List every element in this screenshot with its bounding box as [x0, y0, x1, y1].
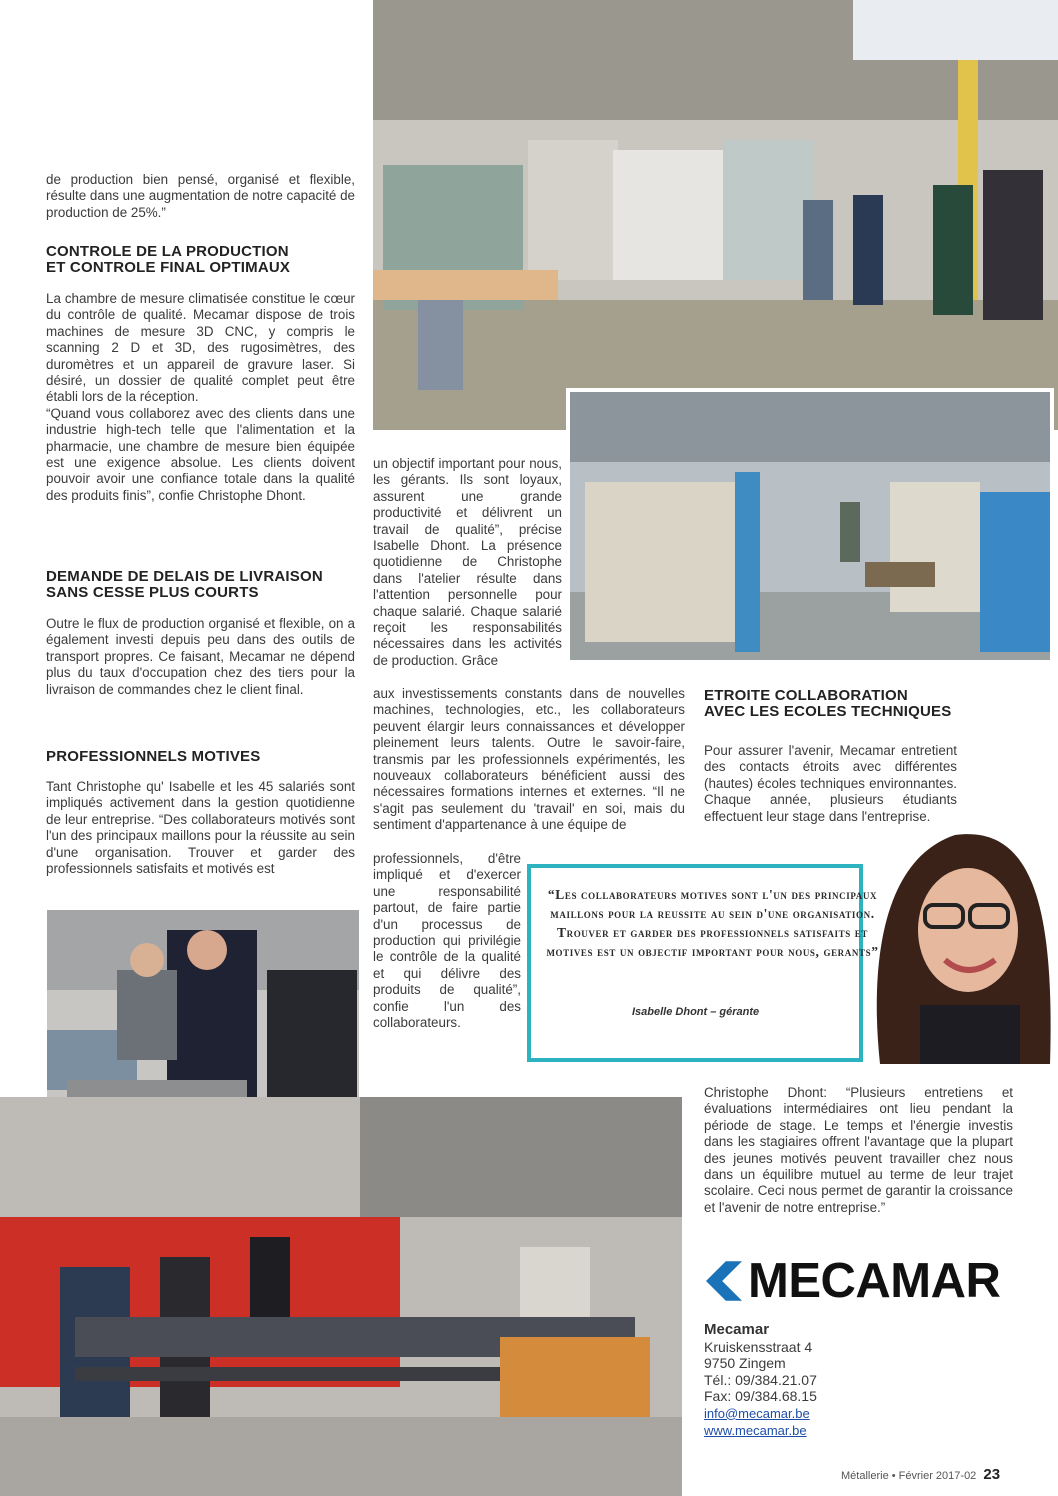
company-name: Mecamar — [704, 1321, 770, 1338]
section-heading-controle — [46, 244, 366, 276]
col1-intro: de production bien pensé, organisé et flexible, résulte dans une augmentation de notre capacité de production de 25%.” — [46, 172, 355, 220]
heading-line: DEMANDE DE DELAIS DE LIVRAISON — [46, 568, 323, 585]
email-link[interactable]: info@mecamar.be — [704, 1405, 810, 1421]
workshop-photo-middle — [566, 388, 1054, 664]
col3-christophe-quote: Christophe Dhont: “Plusieurs entretiens et évaluations intermédiaires ont lieu pendant la période de stage. Le temps et l'énergie investis dans les stagiaires offrent l'avantage que la plupart des jeunes motivés peuvent travailler chez nous dans un équilibre mutuel au terme de leur trajet scolaire. Ceci nous permet de garantir la croissance et l'avenir de notre entreprise.” — [704, 1085, 1013, 1215]
address-city: 9750 Zingem — [704, 1355, 786, 1372]
logo-wordmark: MECAMAR — [748, 1254, 1001, 1308]
mecamar-logo — [704, 1254, 1014, 1308]
section-heading-professionnels: PROFESSIONNELS MOTIVES — [46, 748, 261, 765]
col1-professionnels-body: Tant Christophe qu' Isabelle et les 45 salariés sont impliqués activement dans la gestion quotidienne de leur entreprise. “Des collaborateurs motivés sont l'un des principaux maillons pour la réussite au sein d'une organisation. Trouver et garder des professionnels satisfaits et motivés est — [46, 779, 355, 877]
col1-delais-body: Outre le flux de production organisé et flexible, on a également investi depuis peu dans des outils de transport propres. Ce faisant, Mecamar ne dépend plus du taux d'occupation chez des tiers pour la livraison de commandes chez le client final. — [46, 616, 355, 697]
pull-quote-author: Isabelle Dhont – gérante — [632, 1006, 760, 1018]
address-fax: Fax: 09/384.68.15 — [704, 1388, 817, 1405]
heading-line: AVEC LES ECOLES TECHNIQUES — [704, 703, 952, 720]
footer-magazine: Métallerie • Février 2017-02 — [841, 1470, 977, 1482]
address-street: Kruiskensstraat 4 — [704, 1339, 813, 1355]
pull-quote-text: “Les collaborateurs motives sont l'un des principaux maillons pour la reussite au sein d'une organisation. Trouver et garder des professionnels satisfaits et motives est un objectif important pour nous, gerants” — [546, 887, 879, 959]
welding-area-photo — [0, 1097, 682, 1496]
page-number: 23 — [983, 1466, 1001, 1483]
col1-controle-body — [46, 291, 355, 504]
col2-wide-text: aux investissements constants dans de nouvelles machines, technologies, etc., les collaborateurs peuvent élargir leurs connaissances et développer pleinement leurs talents. Outre le savoir-faire, transmis par les professionnels expérimentés, les nouveaux collaborateurs bénéficient aussi des nécessaires formations internes et externes. “Il ne s'agit pas seulement du 'travail' en soi, mais du sentiment d'appartenance à une équipe de — [373, 686, 685, 833]
paragraph: La chambre de mesure climatisée constitue le cœur du contrôle de qualité. Mecamar dispose de trois machines de mesure 3D CNC, y compris le scanning 2 D et 3D, des rugosimètres, des duromètres et un appareil de gravure laser. Si désiré, un dossier de qualité complet peut être établi lors de la réception. — [46, 291, 355, 405]
heading-line: ETROITE COLLABORATION — [704, 687, 908, 704]
col2-narrow-text-2: professionnels, d'être impliqué et d'exercer une responsabilité partout, de faire partie d'un processus de production qui privilégie le contrôle de la qualité et qui délivre des produits de qualité”, confie l'un des collaborateurs. — [373, 851, 521, 1031]
website-link[interactable]: www.mecamar.be — [704, 1423, 807, 1439]
workshop-photo-top — [373, 0, 1058, 430]
heading-line: SANS CESSE PLUS COURTS — [46, 584, 259, 601]
section-heading-ecoles — [704, 688, 1034, 720]
col2-narrow-text-1: un objectif important pour nous, les gérants. Ils sont loyaux, assurent une grande productivité et délivrent un travail de qualité”, précise Isabelle Dhont. La présence quotidienne de Christophe dans l'atelier résulte dans l'attention personnelle pour chaque salarié. Chaque salarié reçoit les responsabilités nécessaires dans les activités de production. Grâce — [373, 456, 562, 668]
isabelle-dhont-portrait — [860, 820, 1058, 1064]
heading-line: CONTROLE DE LA PRODUCTION — [46, 243, 289, 260]
section-heading-delais — [46, 569, 366, 601]
col3-ecoles-body: Pour assurer l'avenir, Mecamar entretient des contacts étroits avec différentes (hautes) écoles techniques environnantes. Chaque année, plusieurs étudiants effectuent leur stage dans l'entreprise. — [704, 743, 957, 824]
paragraph: “Quand vous collaborez avec des clients dans une industrie high-tech telle que l'alimentation et la pharmacie, une chambre de mesure bien équipée est une exigence absolue. Les clients doivent pouvoir avoir une confiance totale dans la qualité des produits finis”, confie Christophe Dhont. — [46, 405, 355, 503]
heading-line: ET CONTROLE FINAL OPTIMAUX — [46, 259, 291, 276]
company-address — [704, 1321, 904, 1439]
page-footer — [841, 1466, 1000, 1483]
mecamar-chevron-icon — [706, 1260, 742, 1302]
address-phone: Tél.: 09/384.21.07 — [704, 1371, 817, 1388]
